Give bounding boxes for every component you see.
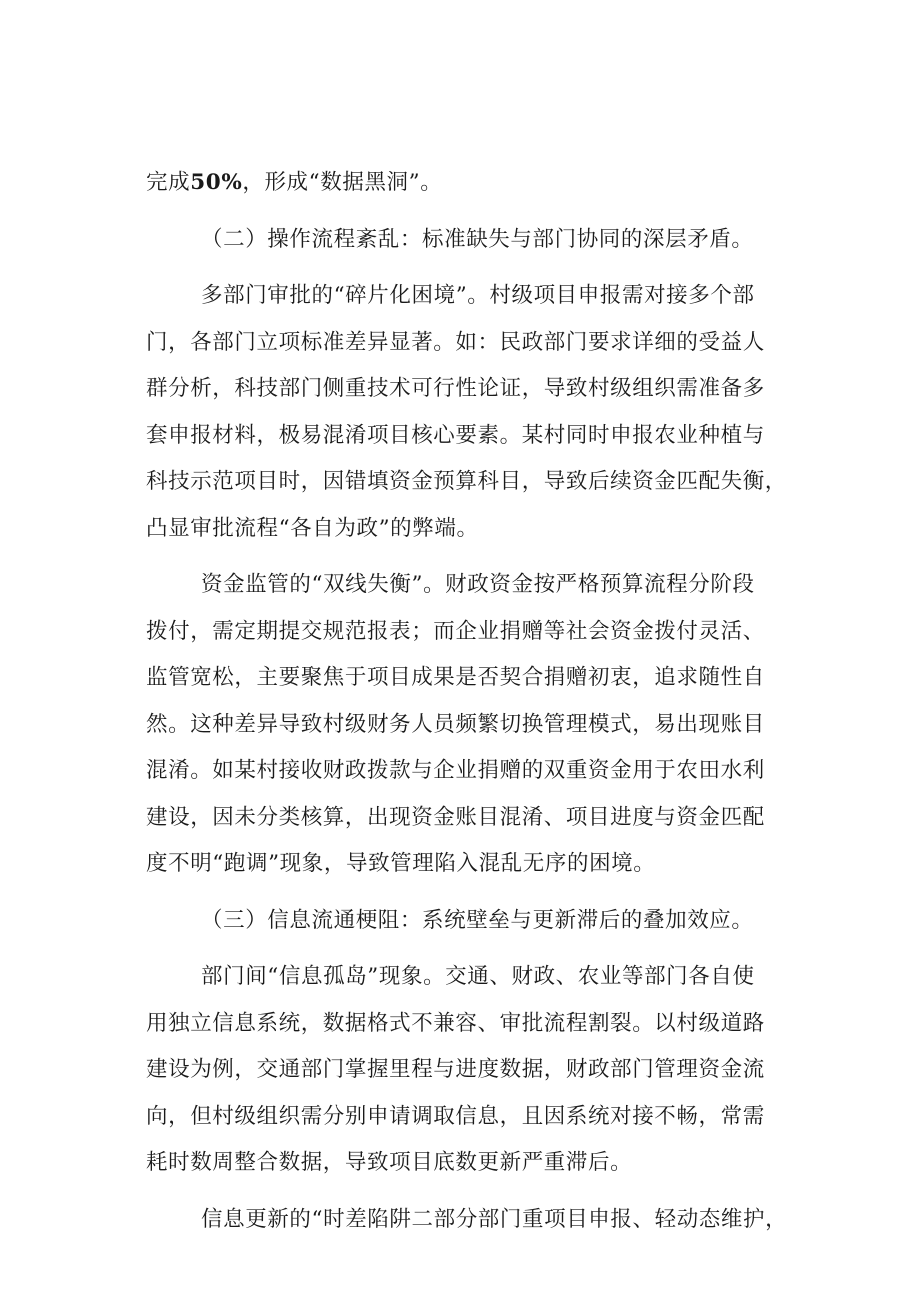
document-body [146, 160, 806, 1243]
text-line: 群分析，科技部门侧重技术可行性论证，导致村级组织需准备多 [146, 376, 765, 401]
percentage-value: 50% [190, 170, 243, 195]
text-line: 多部门审批的“碎片化困境”。村级项目申报需对接多个部 [201, 283, 755, 308]
text-line: 度不明“跑调”现象，导致管理陷入混乱无序的困境。 [146, 851, 656, 876]
text-line: 信息更新的“时差陷阱二部分部门重项目申报、轻动态维护， [201, 1206, 788, 1232]
text-line: 建设为例，交通部门掌握里程与进度数据，财政部门管理资金流 [146, 1057, 765, 1082]
text-line: 凸显审批流程“各自为政”的弊端。 [146, 515, 479, 541]
paragraph-gap [146, 552, 806, 562]
paragraph-gap [146, 888, 806, 898]
text-line: 向，但村级组织需分别申请调取信息，且因系统对接不畅，常需 [146, 1103, 765, 1129]
text-line: 混淆。如某村接收财政拨款与企业捐赠的双重资金用于农田水利 [146, 758, 765, 783]
text-line: 用独立信息系统，数据格式不兼容、审批流程割裂。以村级道路 [146, 1010, 765, 1036]
text-line: （三）信息流通梗阻：系统壁垒与更新滞后的叠加效应。 [201, 907, 754, 933]
text-line: 完成50%，形成“数据黑洞”。 [146, 170, 443, 195]
text-line: 部门间“信息孤岛”现象。交通、财政、农业等部门各自使 [201, 964, 755, 989]
text-line: 门，各部门立项标准差异显著。如：民政部门要求详细的受益人 [146, 329, 765, 355]
paragraph-gap [146, 1187, 806, 1197]
paragraph-gap [146, 263, 806, 273]
paragraph-gap [146, 207, 806, 217]
text-line: 建设，因未分类核算，出现资金账目混淆、项目进度与资金匹配 [146, 804, 765, 830]
text-line: 耗时数周整合数据，导致项目底数更新严重滞后。 [146, 1150, 633, 1175]
text-line: 套申报材料，极易混淆项目核心要素。某村同时申报农业种植与 [146, 422, 765, 448]
text-line: （二）操作流程紊乱：标准缺失与部门协同的深层矛盾。 [201, 226, 754, 252]
text-line: 资金监管的“双线失衡”。财政资金按严格预算流程分阶段 [201, 572, 755, 597]
text-line: 然。这种差异导致村级财务人员频繁切换管理模式，易出现账目 [146, 711, 765, 737]
text-line: 监管宽松，主要聚焦于项目成果是否契合捐赠初衷，追求随性自 [146, 665, 765, 690]
text-line: 科技示范项目时，因错填资金预算科目，导致后续资金匹配失衡， [146, 469, 787, 494]
text-line: 拨付，需定期提交规范报表；而企业捐赠等社会资金拨付灵活、 [146, 618, 765, 644]
paragraph-gap [146, 944, 806, 954]
